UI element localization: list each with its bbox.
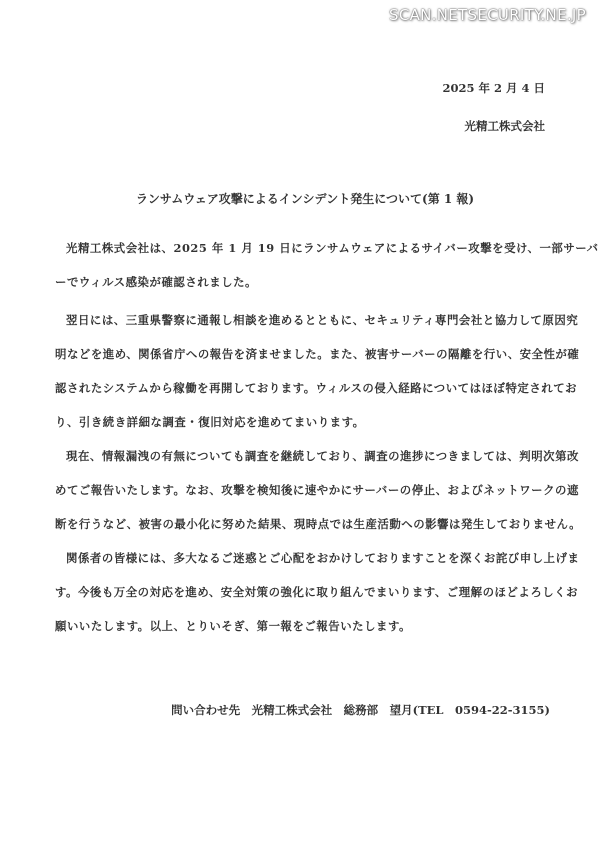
- body-line: 明などを進め、関係省庁への報告を済ませました。また、被害サーバーの隔離を行い、安全性が確: [55, 347, 580, 361]
- document-title: ランサムウェア攻撃によるインシデント発生について(第 1 報): [135, 192, 475, 206]
- body-line: めてご報告いたします。なお、攻撃を検知後に速やかにサーバーの停止、およびネットワークの遮: [55, 483, 579, 497]
- body-line: す。今後も万全の対応を進め、安全対策の強化に取り組んでまいります、ご理解のほどよろしくお: [55, 585, 579, 599]
- body-line: 認されたシステムから稼働を再開しております。ウィルスの侵入経路についてはほぼ特定されてお: [55, 381, 578, 395]
- body-line: 願いいたします。以上、とりいそぎ、第一報をご報告いたします。: [55, 619, 411, 633]
- body-line: ーでウィルス感染が確認されました。: [55, 275, 257, 289]
- body-line: り、引き続き詳細な調査・復旧対応を進めてまいります。: [55, 415, 365, 429]
- document-date: 2025 年 2 月 4 日: [442, 81, 545, 95]
- body-line: 光精工株式会社は、2025 年 1 月 19 日にランサムウェアによるサイバー攻撃を受け、一部サーバ: [66, 241, 599, 255]
- body-line: 現在、情報漏洩の有無についても調査を継続しており、調査の進捗につきましては、判明次第改: [66, 449, 579, 463]
- body-line: 関係者の皆様には、多大なるご迷惑とご心配をおかけしておりますことを深くお詫び申し上げま: [66, 551, 580, 565]
- body-line: 翌日には、三重県警察に通報し相談を進めるとともに、セキュリティ専門会社と協力して原因究: [66, 313, 579, 327]
- body-line: 断を行うなど、被害の最小化に努めた結果、現時点では生産活動への影響は発生しておりません。: [55, 517, 582, 531]
- watermark: SCAN.NETSECURITY.NE.JP: [389, 6, 586, 24]
- company-name: 光精工株式会社: [464, 119, 545, 133]
- contact-info: 問い合わせ先 光精工株式会社 総務部 望月(TEL 0594-22-3155): [171, 703, 550, 717]
